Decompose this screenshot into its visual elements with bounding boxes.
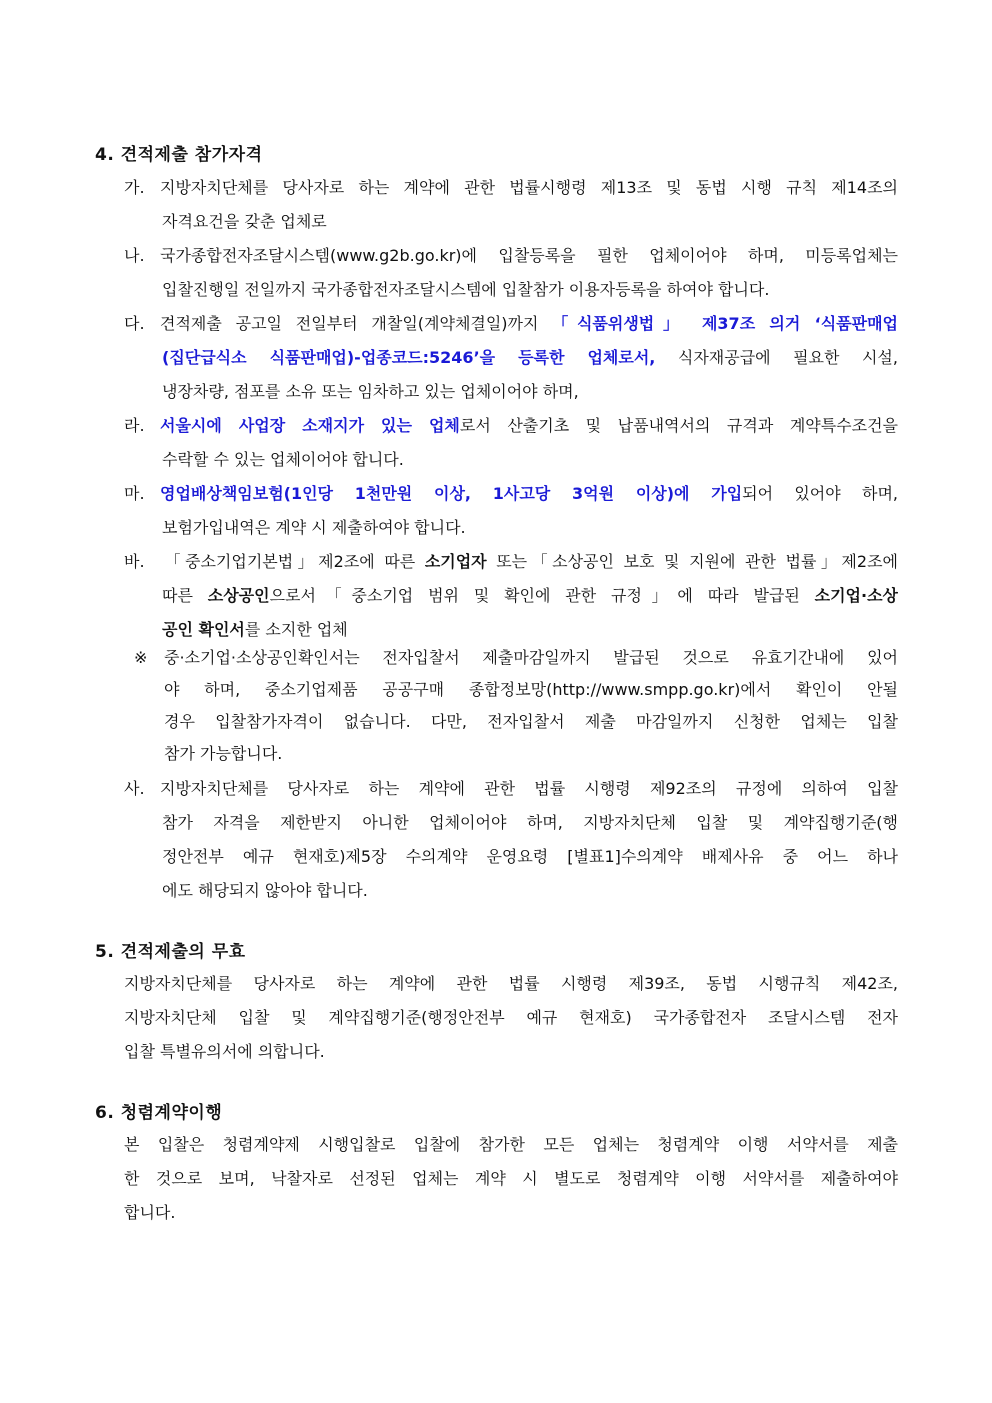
item-marker: 바. <box>124 552 145 571</box>
item-text: 되어 있어야 하며, <box>742 484 898 503</box>
item-text: 따른 <box>162 586 208 605</box>
item-text: 자격요건을 갖춘 업체로 <box>162 212 327 231</box>
bold-text: 소기업·소상 <box>814 586 898 605</box>
note-block <box>134 642 898 770</box>
highlight-text: (집단급식소 식품판매업)-업종코드:5246’을 등록한 업체로서, <box>162 348 656 367</box>
item-na <box>124 239 898 307</box>
item-text: 식자재공급에 필요한 시설, <box>655 348 898 367</box>
para-text: 지방자치단체 입찰 및 계약집행기준(행정안전부 예규 현재호) 국가종합전자 조달시스템 전자 <box>124 1008 898 1027</box>
item-text: 입찰진행일 전일까지 국가종합전자조달시스템에 입찰참가 이용자등록을 하여야 합니다. <box>162 280 770 299</box>
item-ga <box>124 171 898 239</box>
item-text: 로서 산출기초 및 납품내역서의 규격과 계약특수조건을 <box>459 416 898 435</box>
item-text: 수락할 수 있는 업체이어야 합니다. <box>162 450 404 469</box>
item-text: 에도 해당되지 않아야 합니다. <box>162 881 368 900</box>
item-text: 지방자치단체를 당사자로 하는 계약에 관한 법률 시행령 제92조의 규정에 의하여 입찰 <box>160 779 898 798</box>
section-5-title: 5. 견적제출의 무효 <box>95 942 246 962</box>
para-text: 본 입찰은 청렴계약제 시행입찰로 입찰에 참가한 모든 업체는 청렴계약 이행 서약서를 제출 <box>124 1135 898 1154</box>
item-ba <box>124 545 898 647</box>
para-text: 입찰 특별유의서에 의합니다. <box>124 1042 325 1061</box>
bold-text: 공인 확인서 <box>162 620 245 639</box>
note-text: 야 하며, 중소기업제품 공공구매 종합정보망(http://www.smpp.go.kr)에서 확인이 안될 <box>164 680 898 699</box>
note-text: 경우 입찰참가자격이 없습니다. 다만, 전자입찰서 제출 마감일까지 신청한 업체는 입찰 <box>164 712 898 731</box>
item-marker: 마. <box>124 484 145 503</box>
item-text: 냉장차량, 점포를 소유 또는 임차하고 있는 업체이어야 하며, <box>162 382 579 401</box>
para-text: 합니다. <box>124 1203 176 1222</box>
section-6-title: 6. 청렴계약이행 <box>95 1103 223 1123</box>
section-4-title: 4. 견적제출 참가자격 <box>95 145 263 165</box>
section-6-body <box>124 1128 898 1230</box>
item-ma <box>124 477 898 545</box>
item-marker: 라. <box>124 416 145 435</box>
bold-text: 소상공인 <box>207 586 270 605</box>
item-text: 국가종합전자조달시스템(www.g2b.go.kr)에 입찰등록을 필한 업체이어야 하며, 미등록업체는 <box>160 246 898 265</box>
highlight-text: 영업배상책임보험(1인당 1천만원 이상, 1사고당 3억원 이상)에 가입 <box>160 484 743 503</box>
note-text: 중·소기업·소상공인확인서는 전자입찰서 제출마감일까지 발급된 것으로 유효기간내에 있어 <box>164 648 898 667</box>
bold-text: 소기업자 <box>424 552 487 571</box>
item-text: 보험가입내역은 계약 시 제출하여야 합니다. <box>162 518 466 537</box>
item-text: 또는「소상공인 보호 및 지원에 관한 법률」제2조에 <box>486 552 898 571</box>
item-text: 지방자치단체를 당사자로 하는 계약에 관한 법률시행령 제13조 및 동법 시행 규칙 제14조의 <box>160 178 898 197</box>
para-text: 지방자치단체를 당사자로 하는 계약에 관한 법률 시행령 제39조, 동법 시행규칙 제42조, <box>124 974 898 993</box>
item-marker: 다. <box>124 314 145 333</box>
item-text: 를 소지한 업체 <box>244 620 348 639</box>
item-marker: 가. <box>124 178 145 197</box>
item-text: 으로서「중소기업 범위 및 확인에 관한 규정」에 따라 발급된 <box>269 586 815 605</box>
note-text: 참가 가능합니다. <box>164 744 283 763</box>
item-text: 정안전부 예규 현재호)제5장 수의계약 운영요령 [별표1]수의계약 배제사유 중 어느 하나 <box>162 847 898 866</box>
item-text: 「중소기업기본법」제2조에 따른 <box>160 552 425 571</box>
highlight-text: 서울시에 사업장 소재지가 있는 업체 <box>160 416 460 435</box>
item-text: 견적제출 공고일 전일부터 개찰일(계약체결일)까지 <box>160 314 553 333</box>
item-ra <box>124 409 898 477</box>
item-da <box>124 307 898 409</box>
section-5-body <box>124 967 898 1069</box>
item-sa <box>124 772 898 908</box>
item-text: 참가 자격을 제한받지 아니한 업체이어야 하며, 지방자치단체 입찰 및 계약집행기준(행 <box>162 813 898 832</box>
para-text: 한 것으로 보며, 낙찰자로 선정된 업체는 계약 시 별도로 청렴계약 이행 서약서를 제출하여야 <box>124 1169 898 1188</box>
item-marker: 나. <box>124 246 145 265</box>
highlight-text: 「식품위생법」 제37조 의거 ‘식품판매업 <box>552 314 898 333</box>
note-marker: ※ <box>134 648 148 667</box>
item-marker: 사. <box>124 779 145 798</box>
